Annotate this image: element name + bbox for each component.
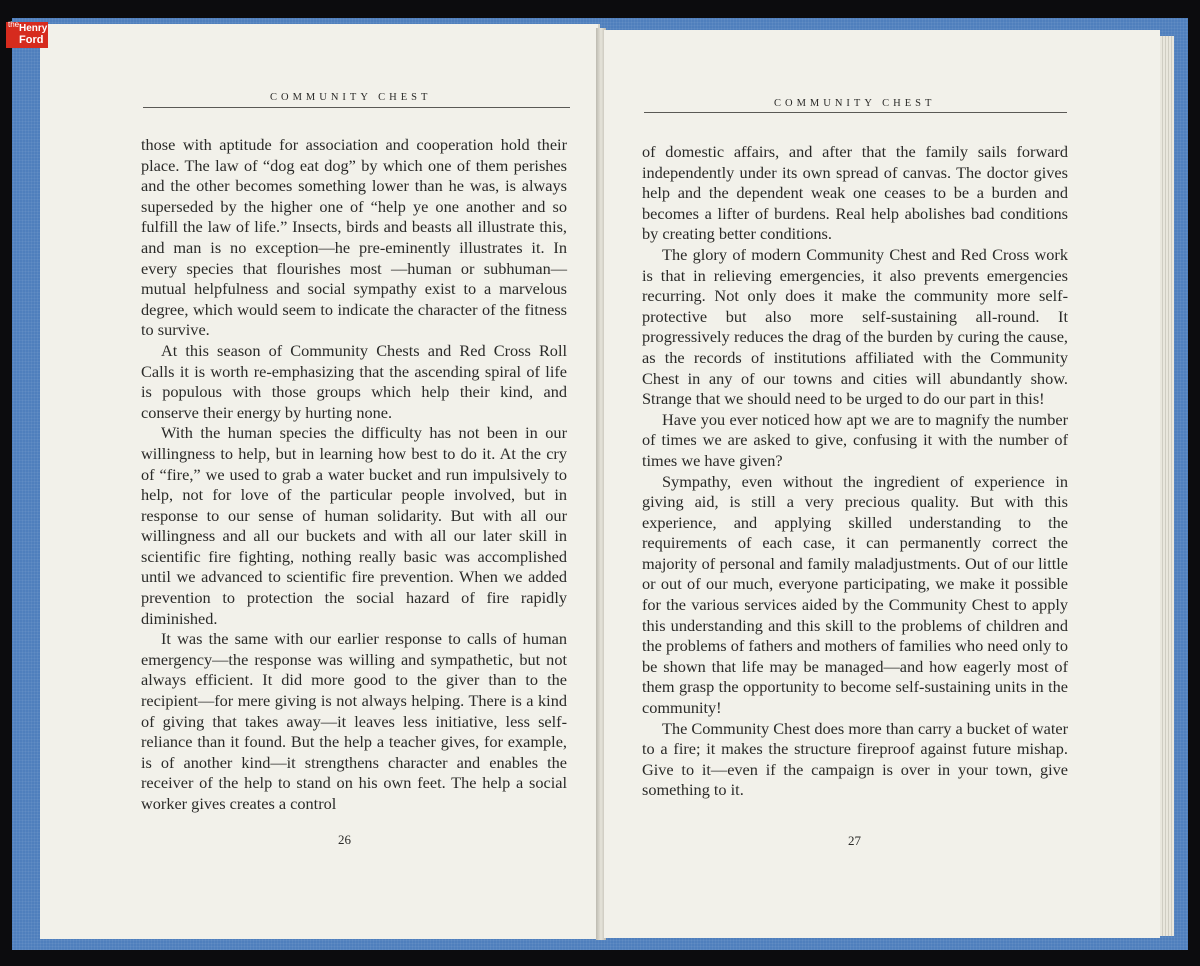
paragraph: those with aptitude for association and cooperation hold their place. The law of “dog eat dog” by which one of them perishes and the other becomes something lower than he was, is always superseded by the higher one of “help ye one another and so fulfill the law of life.” Insects, birds and beasts all illustrate this, and man is no exception—he pre-eminently illustrates it. In every species that flourishes most —human or subhuman—mutual helpfulness and social sympathy exist to a marvelous degree, which would seem to indicate the character of the fitness to survive. [141, 135, 567, 340]
paragraph: It was the same with our earlier response to calls of human emergency—the response was willing and sympathetic, but not always efficient. It did more good to the giver than to the recipient—for mere giving is not always helping. There is a kind of giving that takes away—it leaves less initiative, less self-reliance than it found. But the help a teacher gives, for example, is of another kind—it strengthens character and enables the receiver of the help to stand on his own feet. The help a social worker gives creates a control [141, 629, 567, 813]
paragraph: of domestic affairs, and after that the family sails forward independently under its own spread of canvas. The doctor gives help and the dependent weak one ceases to be a burden and becomes a lifter of burdens. Real help abolishes bad conditions by creating better conditions. [642, 142, 1068, 244]
header-rule [644, 112, 1067, 113]
logo-text: Ford [19, 34, 44, 46]
running-head: COMMUNITY CHEST [270, 92, 432, 103]
right-page [604, 30, 1160, 938]
paragraph: Sympathy, even without the ingredient of experience in giving aid, is still a very precious quality. But with this experience, and applying skilled understanding to the requirements of each case, it can permanently correct the majority of personal and family maladjustments. Out of our little or out of our much, everyone participating, we make it possible for the various services aided by the Community Chest to apply this understanding and this skill to the problems of children and the problems of fathers and mothers of families who need only to be shown that life may be managed—and how eagerly most of them grasp the opportunity to become self-sustaining units in the community! [642, 471, 1068, 718]
body-text [642, 142, 1068, 801]
paragraph: With the human species the difficulty has not been in our willingness to help, but in learning how best to do it. At the cry of “fire,” we used to grab a water bucket and run impulsively to help, not for love of the particular people involved, but in response to our sense of human solidarity. But with all our willingness and all our buckets and with all our later skill in scientific fire fighting, nothing really basic was accomplished until we advanced to scientific fire prevention. When we added prevention to protection the social hazard of fire rapidly diminished. [141, 423, 567, 628]
running-head: COMMUNITY CHEST [774, 98, 936, 109]
paragraph: The Community Chest does more than carry a bucket of water to a fire; it makes the structure fireproof against future mishap. Give to it—even if the campaign is over in your town, give something to it. [642, 718, 1069, 800]
paragraph: At this season of Community Chests and Red Cross Roll Calls it is worth re-emphasizing that the ascending spiral of life is populous with those groups which help their kind, and conserve their energy by hurting none. [141, 340, 567, 422]
header-rule [143, 107, 570, 108]
left-page [40, 24, 600, 939]
body-text [141, 135, 567, 815]
paragraph: The glory of modern Community Chest and Red Cross work is that in relieving emergencies, it also prevents emergencies recurring. Not only does it make the community more self-protective but also more self-sustaining all-round. It progressively reduces the drag of the burden by curing the cause, as the records of institutions affiliated with the Community Chest in any of our towns and cities will abundantly show. Strange that we should need to be urged to do our part in this! [642, 244, 1068, 409]
henry-ford-logo [6, 22, 48, 48]
logo-text: the [8, 20, 20, 29]
logo-text: Henry [19, 23, 48, 34]
page-number: 27 [848, 833, 861, 848]
page-edges [1160, 36, 1174, 936]
paragraph: Have you ever noticed how apt we are to magnify the number of times we are asked to give, confusing it with the number of times we have given? [642, 409, 1068, 470]
page-number: 26 [338, 832, 351, 847]
